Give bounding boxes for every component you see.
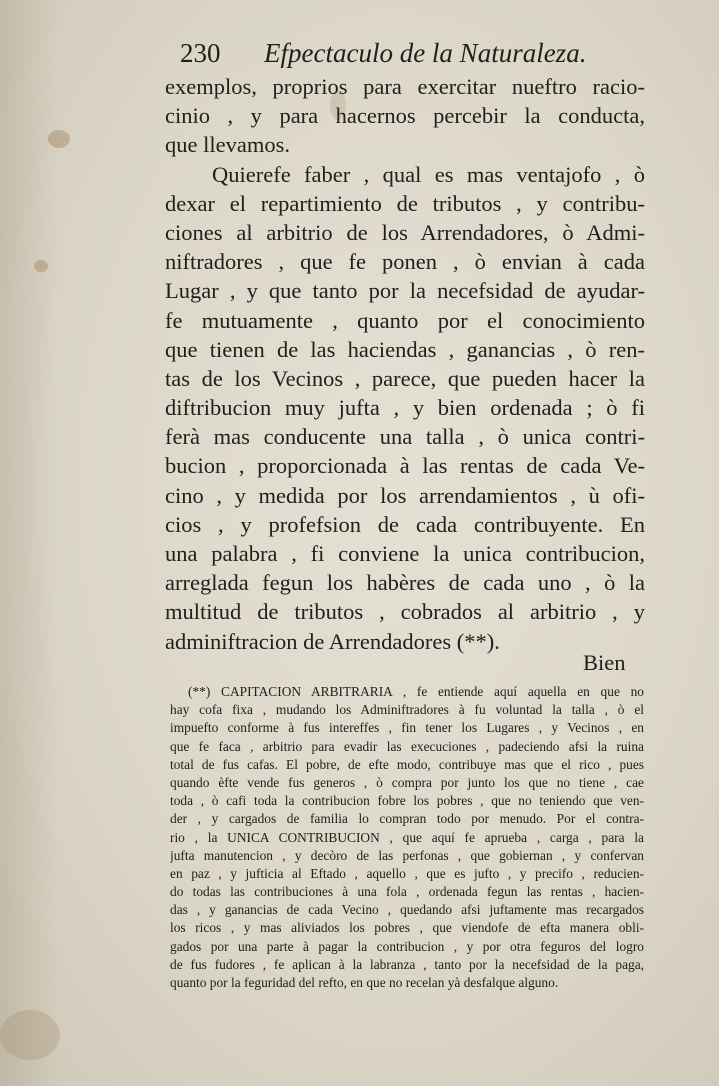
footnote-line: los ricos , y mas aliviados los pobres , que viendofe de efta manera obli- — [170, 920, 644, 936]
text-line: cinio , y para hacernos percebir la conducta, — [165, 103, 645, 129]
text-line: dexar el repartimiento de tributos , y contribu- — [165, 190, 645, 216]
foxing-stain — [48, 130, 70, 148]
text-line: cino , y medida por los arrendamientos , ù ofi- — [165, 482, 645, 508]
text-line: ferà mas conducente una talla , ò unica contri- — [165, 424, 645, 450]
foxing-stain — [34, 260, 48, 272]
page-number: 230 — [180, 38, 221, 68]
text-line: Lugar , y que tanto por la necefsidad de ayudar- — [165, 278, 645, 304]
text-line: bucion , proporcionada à las rentas de cada Ve- — [165, 453, 645, 479]
footnote-line: hay cofa fixa , mudando los Adminiftradores à fu voluntad la talla , ò el — [170, 702, 644, 718]
text-line: diftribucion muy jufta , y bien ordenada ; ò fi — [165, 395, 645, 421]
page-edge-shadow — [0, 0, 60, 1086]
footnote-line: das , y ganancias de cada Vecino , quedando afsi juftamente mas recargados — [170, 902, 644, 918]
footnote-line: rio , la UNICA CONTRIBUCION , que aquí fe aprueba , carga , para la — [170, 829, 644, 845]
footnote-line: gados por una parte à pagar la contribucion , y por otra feguros del logro — [170, 938, 644, 954]
text-line: Quierefe faber , qual es mas ventajofo , ò — [212, 161, 645, 187]
footnote-line: quanto por la feguridad del refto, en que no recelan yà desfalque alguno. — [170, 975, 559, 990]
text-line: adminiftracion de Arrendadores (**). — [165, 628, 500, 654]
running-title: Efpectaculo de la Naturaleza. — [264, 38, 587, 68]
text-line: exemplos, proprios para exercitar nueftro racio- — [165, 74, 645, 99]
text-line: niftradores , que fe ponen , ò envian à cada — [165, 249, 645, 275]
text-line: una palabra , fi conviene la unica contribucion, — [165, 541, 645, 566]
footnote-line: jufta manutencion , y decòro de las perfonas , que gobiernan , y confervan — [170, 847, 644, 863]
footnote-line: de fus fudores , fe aplican à la labranza , tanto por la necefsidad de la paga, — [170, 956, 644, 972]
text-line: fe mutuamente , quanto por el conocimiento — [165, 307, 645, 333]
footnote-line: impuefto conforme à fus intereffes , fin tener los Lugares , y Vecinos , en — [170, 720, 644, 736]
footnote-line: en paz , y jufticia al Eftado , aquello , que es jufto , y precifo , reducien- — [170, 865, 644, 881]
footnote-line: quando èfte vende fus generos , ò compra por junto los que no tiene , cae — [170, 774, 644, 790]
text-line: cios , y profefsion de cada contribuyente. En — [165, 511, 645, 537]
text-line: arreglada fegun los habères de cada uno , ò la — [165, 570, 645, 596]
footnote-line: (**) CAPITACION ARBITRARIA , fe entiende aquí aquella en que no — [188, 684, 644, 699]
text-line: que tienen de las haciendas , ganancias , ò ren- — [165, 336, 645, 362]
footnote-line: do todas las contribuciones à una fola , ordenada fegun las rentas , hacien- — [170, 884, 644, 900]
running-header — [170, 38, 640, 72]
text-line: multitud de tributos , cobrados al arbitrio , y — [165, 599, 645, 625]
main-text — [165, 72, 645, 656]
foxing-stain — [0, 1010, 60, 1060]
text-line: ciones al arbitrio de los Arrendadores, ò Admi- — [165, 219, 645, 245]
text-line: tas de los Vecinos , parece, que pueden hacer la — [165, 365, 645, 391]
footnote-line: der , y cargados de familia lo compran todo por menudo. Por el contra- — [170, 811, 644, 827]
footnote-line: que fe faca , arbitrio para evadir las execuciones , padeciendo afsi la ruina — [170, 738, 644, 754]
footnote-line: total de fus cafas. El pobre, de efte modo, contribuye mas que el rico , pues — [170, 756, 644, 772]
catchword: Bien — [583, 650, 626, 675]
text-line: que llevamos. — [165, 132, 290, 158]
footnote-line: toda , ò cafi toda la contribucion fobre los pobres , que no teniendo que ven- — [170, 793, 644, 809]
footnote — [170, 683, 644, 992]
